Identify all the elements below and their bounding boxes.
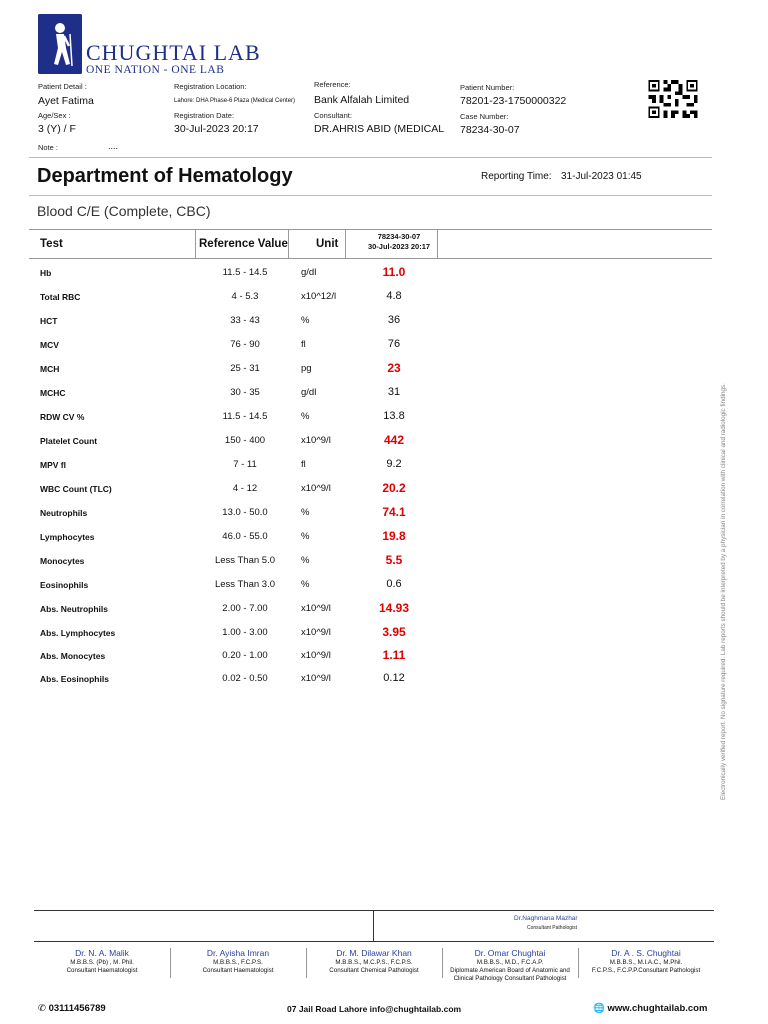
- result-value: 5.5: [385, 553, 403, 567]
- doctor-entry: [170, 948, 306, 975]
- result-value: 20.2: [382, 481, 406, 495]
- signature-separator: [373, 911, 374, 942]
- walking-man-icon: [38, 14, 82, 74]
- regloc-value: Lahore: DHA Phase-6 Plaza (Medical Center): [174, 98, 296, 104]
- reference-value: Bank Alfalah Limited: [314, 94, 410, 106]
- reference-value: 11.5 - 14.5: [222, 267, 268, 278]
- table-row: [29, 574, 712, 598]
- result-value: 9.2: [386, 458, 402, 470]
- doctor-entry: [306, 948, 442, 975]
- test-name: MCHC: [40, 388, 66, 398]
- regdate-label: Registration Date:: [174, 111, 235, 120]
- phone-icon: ✆: [38, 1003, 46, 1014]
- reference-value: 2.00 - 7.00: [222, 603, 268, 614]
- unit-value: x10^9/l: [301, 673, 331, 684]
- reference-value: 30 - 35: [230, 387, 260, 398]
- unit-value: %: [301, 411, 310, 422]
- table-row: [29, 334, 712, 358]
- doctor-qualification: M.B.B.S. (Pb) , M. Phil.: [70, 959, 134, 966]
- agesex-value: 3 (Y) / F: [38, 123, 76, 135]
- unit-value: g/dl: [301, 267, 317, 278]
- doctor-entry: [442, 948, 578, 983]
- test-name: Abs. Neutrophils: [40, 604, 109, 614]
- qr-code-icon: [647, 80, 699, 118]
- test-name: Lymphocytes: [40, 532, 95, 542]
- table-row: [29, 382, 712, 406]
- header-result-column: [359, 232, 439, 252]
- table-row: [29, 622, 712, 646]
- test-name: RDW CV %: [40, 412, 85, 422]
- reference-value: 11.5 - 14.5: [222, 411, 268, 422]
- result-value: 4.8: [386, 290, 402, 302]
- reporting-time-label: Reporting Time:: [481, 171, 552, 182]
- patient-detail-label: Patient Detail :: [38, 82, 87, 91]
- doctor-title: F.C.P.S., F.C.P.P.Consultant Pathologist: [591, 967, 701, 974]
- test-name: Eosinophils: [40, 580, 89, 590]
- result-value: 76: [387, 338, 401, 350]
- result-value: 19.8: [382, 529, 406, 543]
- doctor-title: Consultant Haematologist: [202, 967, 274, 974]
- test-panel-title: Blood C/E (Complete, CBC): [37, 203, 211, 219]
- patient-number-label: Patient Number:: [460, 83, 515, 92]
- note-value: ....: [108, 141, 119, 151]
- test-name: Hb: [40, 268, 52, 278]
- doctor-entry: [34, 948, 170, 975]
- doctor-title: Diplomate American Board of Anatomic and Clinical Pathology Consultant Pathologist: [450, 967, 570, 982]
- header-separator: [195, 230, 196, 259]
- header-unit: Unit: [316, 238, 339, 250]
- reference-value: 4 - 5.3: [231, 291, 259, 302]
- table-row: [29, 668, 712, 692]
- test-name: HCT: [40, 316, 58, 326]
- test-name: Monocytes: [40, 556, 85, 566]
- table-row: [29, 310, 712, 334]
- test-name: MCV: [40, 340, 59, 350]
- address-contact[interactable]: 07 Jail Road Lahore info@chughtailab.com: [287, 1004, 462, 1014]
- unit-value: x10^9/l: [301, 650, 331, 661]
- table-row: [29, 430, 712, 454]
- result-value: 1.11: [382, 648, 406, 662]
- reference-value: 150 - 400: [224, 435, 266, 446]
- regloc-label: Registration Location:: [174, 82, 247, 91]
- reference-value: 4 - 12: [232, 483, 258, 494]
- reference-value: 1.00 - 3.00: [222, 627, 268, 638]
- test-name: WBC Count (TLC): [40, 484, 112, 494]
- header-case-id: 78234-30-07: [377, 232, 421, 241]
- test-name: MCH: [40, 364, 60, 374]
- unit-value: g/dl: [301, 387, 317, 398]
- table-row: [29, 598, 712, 622]
- doctor-name: Dr. M. Dilawar Khan: [336, 948, 412, 958]
- unit-value: x10^12/l: [301, 291, 337, 302]
- result-value: 11.0: [382, 265, 406, 279]
- lab-logo: [38, 14, 261, 76]
- reference-label: Reference:: [314, 80, 351, 89]
- result-value: 31: [387, 386, 401, 398]
- doctor-qualification: M.B.B.S., M.D., F.C.A.P.: [476, 959, 544, 966]
- doctor-name: Dr. Omar Chughtai: [474, 948, 546, 958]
- doctor-qualification: M.B.B.S., M.C.P.S., F.C.P.S.: [335, 959, 413, 966]
- patient-number-value: 78201-23-1750000322: [460, 95, 567, 107]
- reference-value: Less Than 5.0: [214, 555, 276, 566]
- reference-value: 0.02 - 0.50: [222, 673, 268, 684]
- doctor-name: Dr. A . S. Chughtai: [611, 948, 681, 958]
- test-name: Neutrophils: [40, 508, 88, 518]
- reference-value: Less Than 3.0: [214, 579, 276, 590]
- case-number-label: Case Number:: [460, 112, 509, 121]
- result-value: 23: [387, 361, 401, 375]
- reference-value: 33 - 43: [230, 315, 260, 326]
- lab-name: CHUGHTAI LAB: [86, 40, 261, 65]
- test-name: MPV fl: [40, 460, 66, 470]
- phone-contact[interactable]: [38, 1003, 106, 1014]
- test-name: Abs. Monocytes: [40, 651, 106, 661]
- result-value: 442: [383, 433, 405, 447]
- unit-value: pg: [301, 363, 312, 374]
- unit-value: fl: [301, 339, 306, 350]
- header-separator: [345, 230, 346, 259]
- unit-value: %: [301, 315, 310, 326]
- test-name: Abs. Lymphocytes: [40, 628, 116, 638]
- phone-number: 03111456789: [48, 1003, 106, 1014]
- reference-value: 25 - 31: [230, 363, 260, 374]
- doctor-entry: [578, 948, 714, 975]
- unit-value: %: [301, 507, 310, 518]
- website-url: www.chughtailab.com: [607, 1003, 708, 1014]
- result-value: 13.8: [383, 410, 405, 422]
- unit-value: %: [301, 579, 310, 590]
- consultant-label: Consultant:: [314, 111, 352, 120]
- unit-value: x10^9/l: [301, 627, 331, 638]
- unit-value: %: [301, 555, 310, 566]
- reporting-time-value: 31-Jul-2023 01:45: [561, 171, 642, 182]
- test-name: Platelet Count: [40, 436, 98, 446]
- website-link[interactable]: [593, 1003, 707, 1014]
- table-row: [29, 478, 712, 502]
- doctor-qualification: M.B.B.S., F.C.P.S.: [213, 959, 263, 966]
- table-row: [29, 262, 712, 286]
- signatory-name: Dr.Naghmana Mazhar: [514, 915, 578, 922]
- reference-value: 13.0 - 50.0: [222, 507, 268, 518]
- unit-value: x10^9/l: [301, 603, 331, 614]
- test-name: Abs. Eosinophils: [40, 674, 109, 684]
- unit-value: x10^9/l: [301, 483, 331, 494]
- doctor-name: Dr. Ayisha Imran: [206, 948, 270, 958]
- signatory-title: Consultant Pathologist: [527, 925, 578, 931]
- unit-value: fl: [301, 459, 306, 470]
- header-case-date: 30-Jul-2023 20:17: [367, 242, 431, 251]
- reference-value: 76 - 90: [230, 339, 260, 350]
- result-value: 74.1: [382, 505, 406, 519]
- result-value: 3.95: [382, 625, 406, 639]
- verification-note: Electronically verified report. No signature required. Lab reports should be interpreted by a physician in correlation with clinical and radiologic findings.: [720, 383, 727, 800]
- result-value: 14.93: [378, 601, 410, 615]
- table-row: [29, 550, 712, 574]
- reference-value: 46.0 - 55.0: [222, 531, 268, 542]
- globe-icon: 🌐: [593, 1003, 605, 1014]
- lab-tagline: ONE NATION - ONE LAB: [86, 64, 225, 76]
- patient-name: Ayet Fatima: [38, 95, 94, 107]
- table-row: [29, 526, 712, 550]
- unit-value: x10^9/l: [301, 435, 331, 446]
- table-row: [29, 502, 712, 526]
- header-test: Test: [40, 238, 63, 250]
- doctor-qualification: M.B.B.S., M.I.A.C., M.Phil.: [609, 959, 683, 966]
- regdate-value: 30-Jul-2023 20:17: [174, 123, 259, 135]
- header-divider: [29, 157, 712, 158]
- header-separator: [437, 230, 438, 259]
- table-row: [29, 406, 712, 430]
- result-value: 0.12: [383, 672, 405, 684]
- case-number-value: 78234-30-07: [460, 124, 520, 136]
- reference-value: 7 - 11: [233, 459, 257, 470]
- table-row: [29, 358, 712, 382]
- results-table-header: [29, 229, 712, 259]
- doctor-name: Dr. N. A. Malik: [75, 948, 129, 958]
- consultant-value: DR.AHRIS ABID (MEDICAL: [314, 123, 445, 135]
- result-value: 0.6: [386, 578, 402, 590]
- test-name: Total RBC: [40, 292, 81, 302]
- table-row: [29, 645, 712, 669]
- signature-block: [34, 910, 714, 942]
- header-separator: [288, 230, 289, 259]
- agesex-label: Age/Sex :: [38, 111, 71, 120]
- reference-value: 0.20 - 1.00: [222, 650, 268, 661]
- table-row: [29, 286, 712, 310]
- result-value: 36: [387, 314, 401, 326]
- header-reference: Reference Value: [199, 238, 288, 250]
- doctor-title: Consultant Chemical Pathologist: [329, 967, 419, 974]
- doctors-list: [34, 948, 714, 1000]
- table-row: [29, 454, 712, 478]
- department-title: Department of Hematology: [37, 165, 293, 187]
- section-divider: [29, 195, 712, 196]
- unit-value: %: [301, 531, 310, 542]
- note-label: Note :: [38, 143, 59, 152]
- doctor-title: Consultant Haematologist: [66, 967, 138, 974]
